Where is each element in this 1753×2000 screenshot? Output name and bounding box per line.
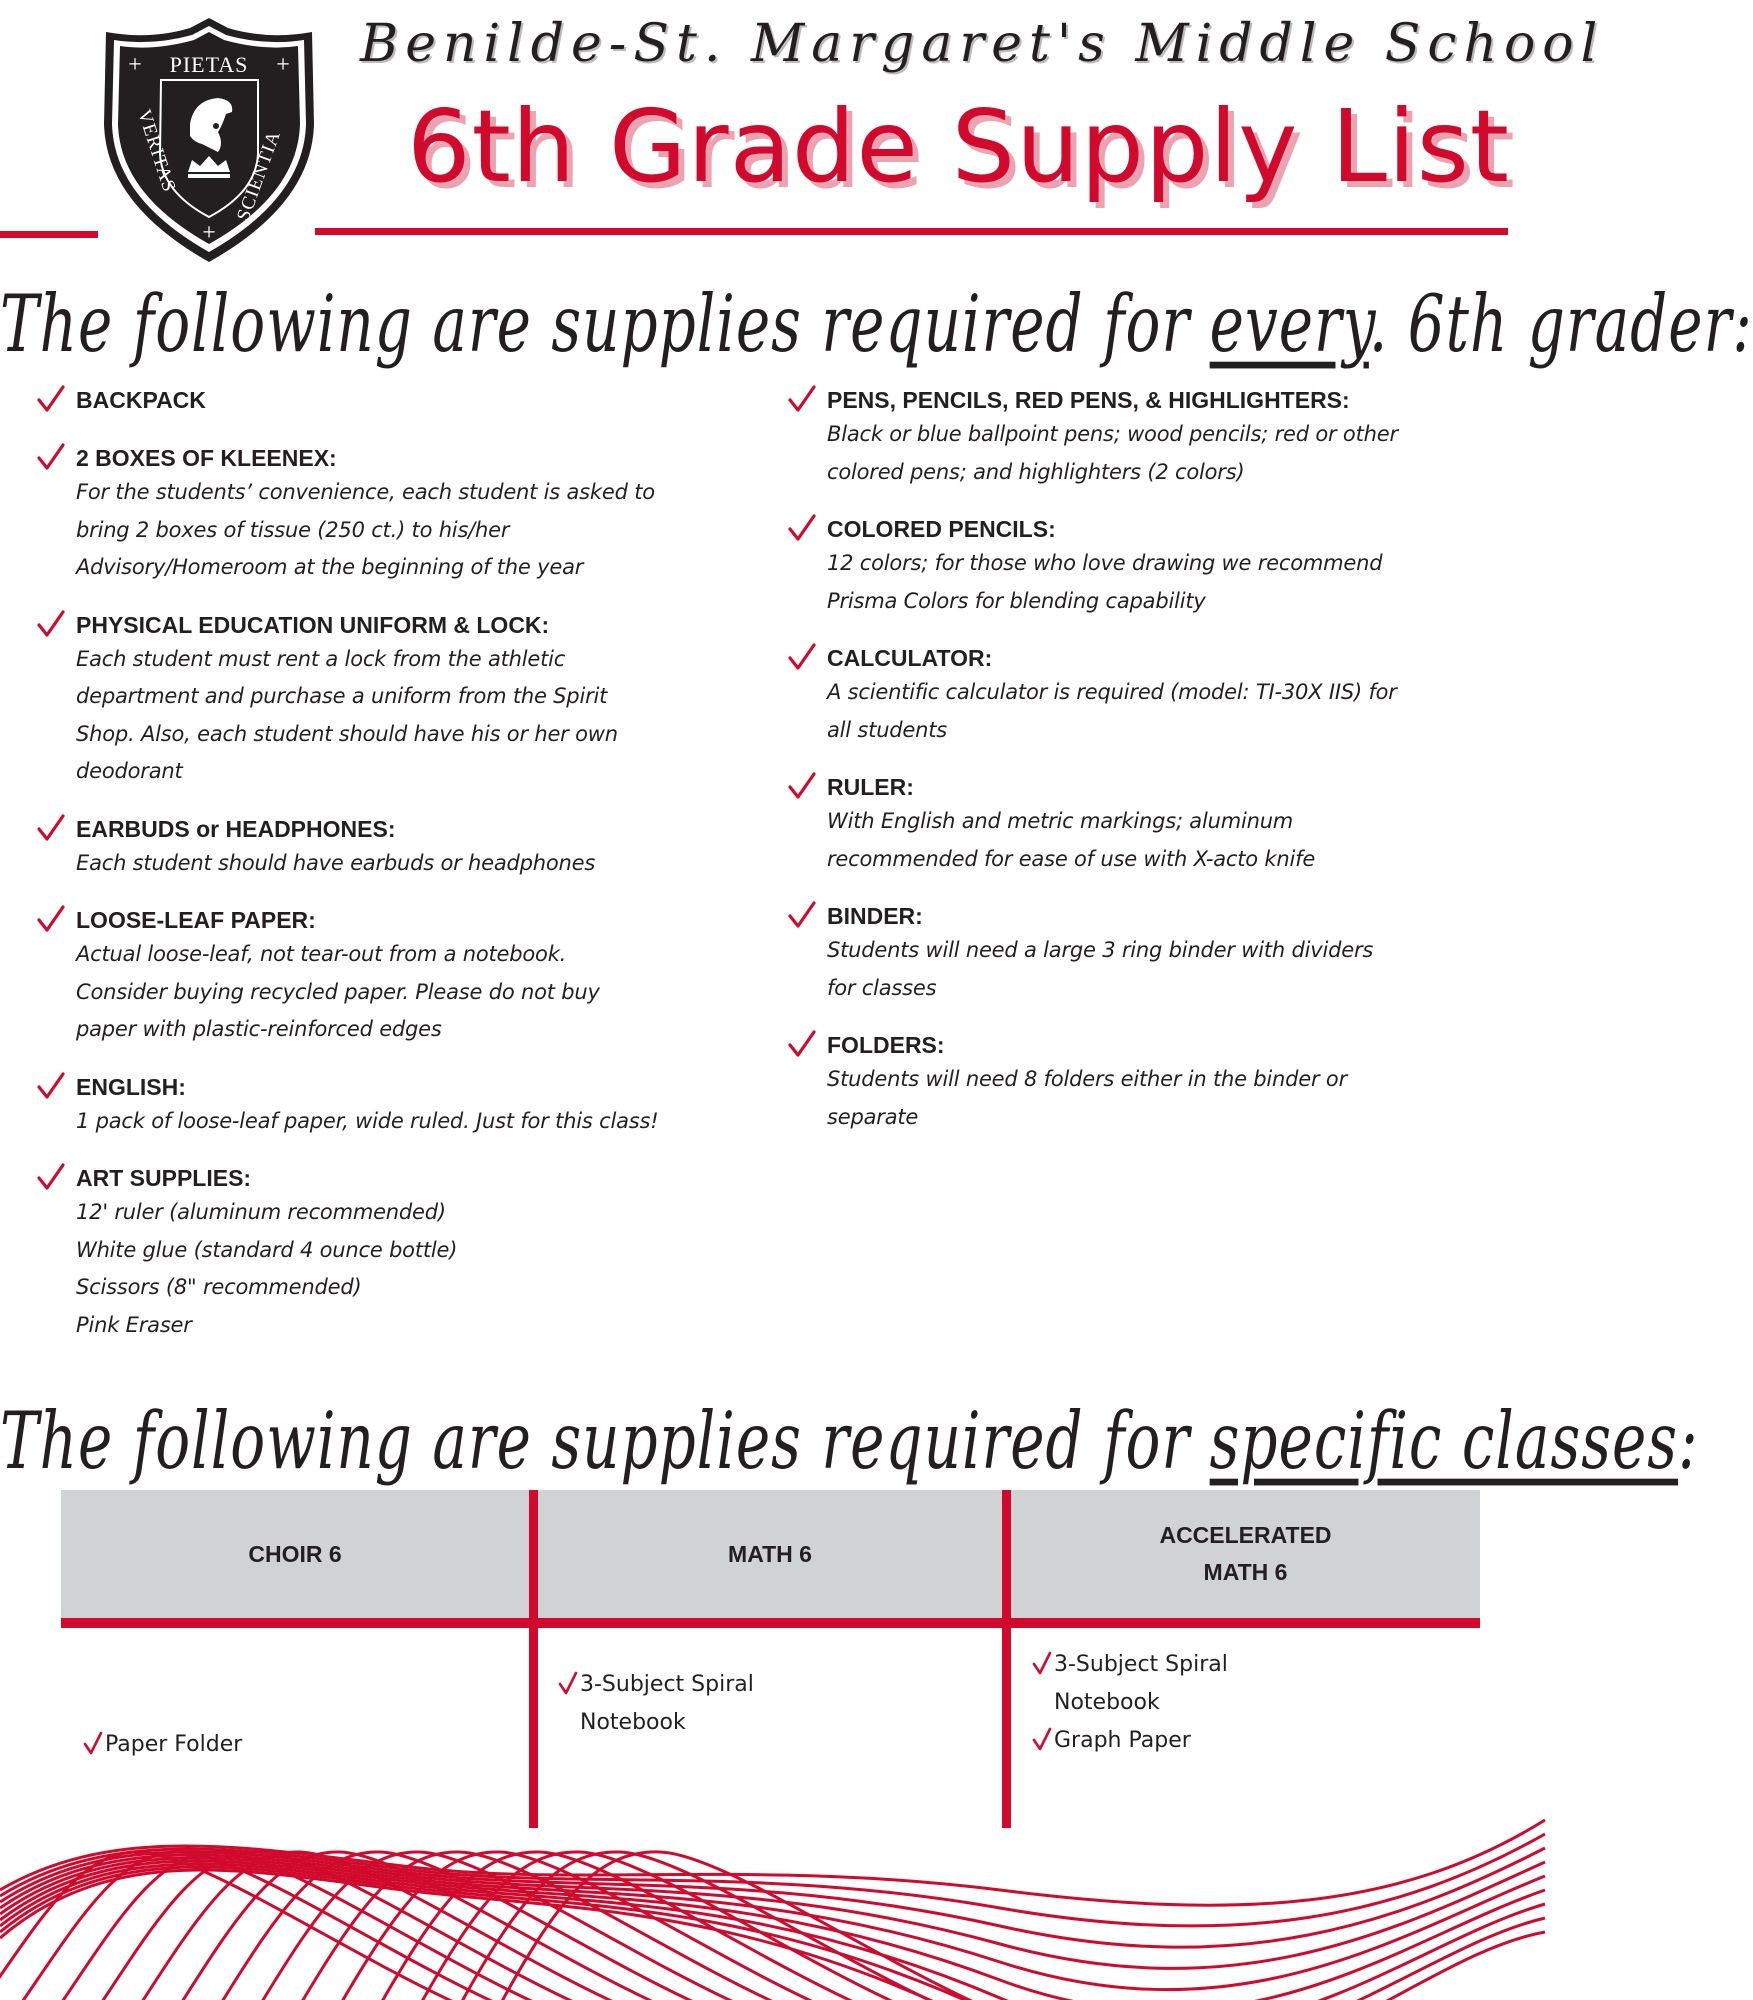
supply-item-title: PENS, PENCILS, RED PENS, & HIGHLIGHTERS: <box>827 387 1350 413</box>
section-heading-specific <box>0 1395 1699 1487</box>
header-rule-left <box>0 231 98 238</box>
supply-item-title: CALCULATOR: <box>827 645 993 671</box>
table-cell-accelerated-math <box>1032 1646 1228 1760</box>
supply-item <box>36 1071 766 1141</box>
checkmark-icon <box>558 1671 580 1697</box>
supply-item-title: FOLDERS: <box>827 1032 945 1058</box>
red-wave-lines-icon <box>0 1830 1545 2000</box>
class-supply-text: Graph Paper <box>1054 1728 1191 1753</box>
supply-item-description <box>827 545 1517 620</box>
checkmark-icon <box>36 384 70 418</box>
description-line: With English and metric markings; aluminum <box>827 809 1294 833</box>
checkmark-icon <box>787 513 821 547</box>
table-cell-math <box>558 1666 754 1742</box>
wave-line <box>0 1858 1545 1990</box>
description-line: Each student must rent a lock from the athletic <box>76 646 566 671</box>
class-supply-item <box>83 1726 242 1764</box>
supply-item-description <box>76 1103 766 1141</box>
logo-text-scientia: SCIENTIA <box>232 127 286 224</box>
supply-item <box>787 1029 1517 1136</box>
column-divider <box>529 1490 538 1828</box>
svg-text:+: + <box>276 52 290 78</box>
description-line: deodorant <box>76 759 183 783</box>
supply-item <box>36 384 766 416</box>
class-supply-text: 3-Subject Spiral <box>580 1672 754 1697</box>
supply-item-title: RULER: <box>827 774 914 800</box>
supply-item <box>36 442 766 587</box>
description-line: Pink Eraser <box>76 1312 192 1337</box>
supply-item-description <box>76 936 766 1049</box>
checkmark-icon <box>787 1029 821 1063</box>
supply-item-title: BACKPACK <box>76 387 206 413</box>
supply-item-title: ENGLISH: <box>76 1073 186 1100</box>
heading-text: The following are supplies required for <box>0 1395 1210 1487</box>
heading-text: . 6th grader: <box>1368 278 1753 370</box>
supply-item-title: ART SUPPLIES: <box>76 1165 252 1191</box>
class-supply-text: 3-Subject Spiral <box>1054 1652 1228 1677</box>
checkmark-icon <box>787 642 821 676</box>
supply-item <box>36 1162 766 1344</box>
checkmark-icon <box>36 904 70 938</box>
supply-list-right <box>787 384 1517 1136</box>
description-line: Prisma Colors for blending capability <box>827 588 1206 613</box>
description-line: Actual loose-leaf, not tear-out from a notebook. <box>76 942 567 966</box>
description-line: department and purchase a uniform from the Spirit <box>76 684 608 708</box>
supply-item-title: BINDER: <box>827 903 923 929</box>
section-heading-every <box>0 278 1753 370</box>
description-line: bring 2 boxes of tissue (250 ct.) to his/her <box>76 517 510 542</box>
checkmark-icon <box>36 1071 70 1105</box>
supply-item-title: LOOSE-LEAF PAPER: <box>76 907 316 933</box>
checkmark-icon <box>83 1731 105 1757</box>
class-supply-item <box>1032 1684 1228 1722</box>
description-line: Students will need a large 3 ring binder with dividers <box>827 938 1374 962</box>
supply-item-description <box>827 803 1517 878</box>
logo-text-veritas: VERITAS <box>133 107 180 196</box>
description-line: Advisory/Homeroom at the beginning of the year <box>76 555 584 579</box>
class-supply-text: Paper Folder <box>105 1732 243 1757</box>
description-line: separate <box>827 1104 919 1129</box>
supply-item <box>787 900 1517 1007</box>
supply-list-left <box>36 384 766 1344</box>
checkmark-icon <box>1032 1651 1054 1677</box>
supply-item-description <box>76 1194 766 1344</box>
checkmark-icon <box>787 771 821 805</box>
school-name: Benilde-St. Margaret's Middle School <box>360 14 1605 74</box>
description-line: colored pens; and highlighters (2 colors) <box>827 459 1245 484</box>
heading-text: : <box>1678 1395 1699 1487</box>
checkmark-icon <box>36 1162 70 1196</box>
classes-table <box>61 1490 1480 1830</box>
checkmark-icon <box>36 442 70 476</box>
description-line: 12' ruler (aluminum recommended) <box>76 1200 446 1224</box>
description-line: 12 colors; for those who love drawing we recommend <box>827 551 1383 575</box>
supply-item <box>36 904 766 1049</box>
supply-item <box>36 813 766 883</box>
checkmark-icon <box>1032 1727 1054 1753</box>
heading-text: The following are supplies required for <box>0 278 1210 370</box>
table-header-accelerated-math <box>1011 1490 1480 1618</box>
logo-text-pietas: PIETAS <box>169 52 249 77</box>
header-line: MATH 6 <box>728 1540 812 1567</box>
description-line: Shop. Also, each student should have his or her own <box>76 721 618 746</box>
supply-item-title: 2 BOXES OF KLEENEX: <box>76 445 337 471</box>
description-line: Scissors (8" recommended) <box>76 1275 362 1299</box>
supply-item-title: EARBUDS or HEADPHONES: <box>76 815 396 842</box>
class-supply-item <box>1032 1722 1228 1760</box>
school-crest-shield-icon <box>98 14 320 266</box>
description-line: all students <box>827 717 948 742</box>
description-line: A scientific calculator is required (model: TI-30X IIS) for <box>827 680 1397 704</box>
supply-item-description <box>76 641 766 791</box>
supply-item <box>36 609 766 791</box>
table-header-choir <box>61 1490 529 1618</box>
description-line: Students will need 8 folders either in the binder or <box>827 1067 1348 1091</box>
checkmark-icon <box>787 900 821 934</box>
checkmark-icon <box>787 384 821 418</box>
supply-item-description <box>76 474 766 587</box>
description-line: 1 pack of loose-leaf paper, wide ruled. Just for this class! <box>76 1108 659 1133</box>
header-line: ACCELERATED <box>1159 1522 1332 1548</box>
class-supply-text: Notebook <box>1054 1690 1160 1715</box>
supply-item-description <box>827 932 1517 1007</box>
description-line: Black or blue ballpoint pens; wood pencils; red or other <box>827 422 1398 446</box>
supply-item-title: COLORED PENCILS: <box>827 516 1056 542</box>
supply-item <box>787 771 1517 878</box>
header-line: MATH 6 <box>1203 1559 1288 1585</box>
svg-text:+: + <box>128 52 142 78</box>
description-line: for classes <box>827 975 937 1000</box>
supply-item <box>787 384 1517 491</box>
heading-emphasis: every <box>1209 278 1369 370</box>
description-line: For the students’ convenience, each student is asked to <box>76 480 655 504</box>
svg-text:+: + <box>202 220 216 246</box>
description-line: White glue (standard 4 ounce bottle) <box>76 1237 458 1262</box>
description-line: Consider buying recycled paper. Please do not buy <box>76 979 600 1004</box>
supply-item-description <box>827 416 1517 491</box>
class-supply-item <box>558 1666 754 1704</box>
class-supply-item <box>1032 1646 1228 1684</box>
class-supply-item <box>558 1704 754 1742</box>
column-divider <box>1002 1490 1011 1828</box>
page-title: 6th Grade Supply List <box>406 88 1510 205</box>
description-line: paper with plastic-reinforced edges <box>76 1017 442 1041</box>
supply-item <box>787 513 1517 620</box>
table-header-rule <box>61 1618 1480 1628</box>
header-line: CHOIR 6 <box>248 1540 342 1567</box>
supply-item-title: PHYSICAL EDUCATION UNIFORM & LOCK: <box>76 611 550 638</box>
description-line: Each student should have earbuds or headphones <box>76 850 596 875</box>
class-supply-text: Notebook <box>580 1710 686 1735</box>
school-crest-logo <box>98 14 320 266</box>
supply-item <box>787 642 1517 749</box>
heading-emphasis: specific classes <box>1209 1395 1679 1487</box>
supply-item-description <box>76 845 766 883</box>
header-rule-right <box>315 228 1508 235</box>
checkmark-icon <box>36 609 70 643</box>
table-cell-choir <box>83 1726 242 1764</box>
supply-item-description <box>827 1061 1517 1136</box>
checkmark-icon <box>36 813 70 847</box>
table-header-math <box>538 1490 1002 1618</box>
supply-item-description <box>827 674 1517 749</box>
description-line: recommended for ease of use with X-acto knife <box>827 846 1316 871</box>
